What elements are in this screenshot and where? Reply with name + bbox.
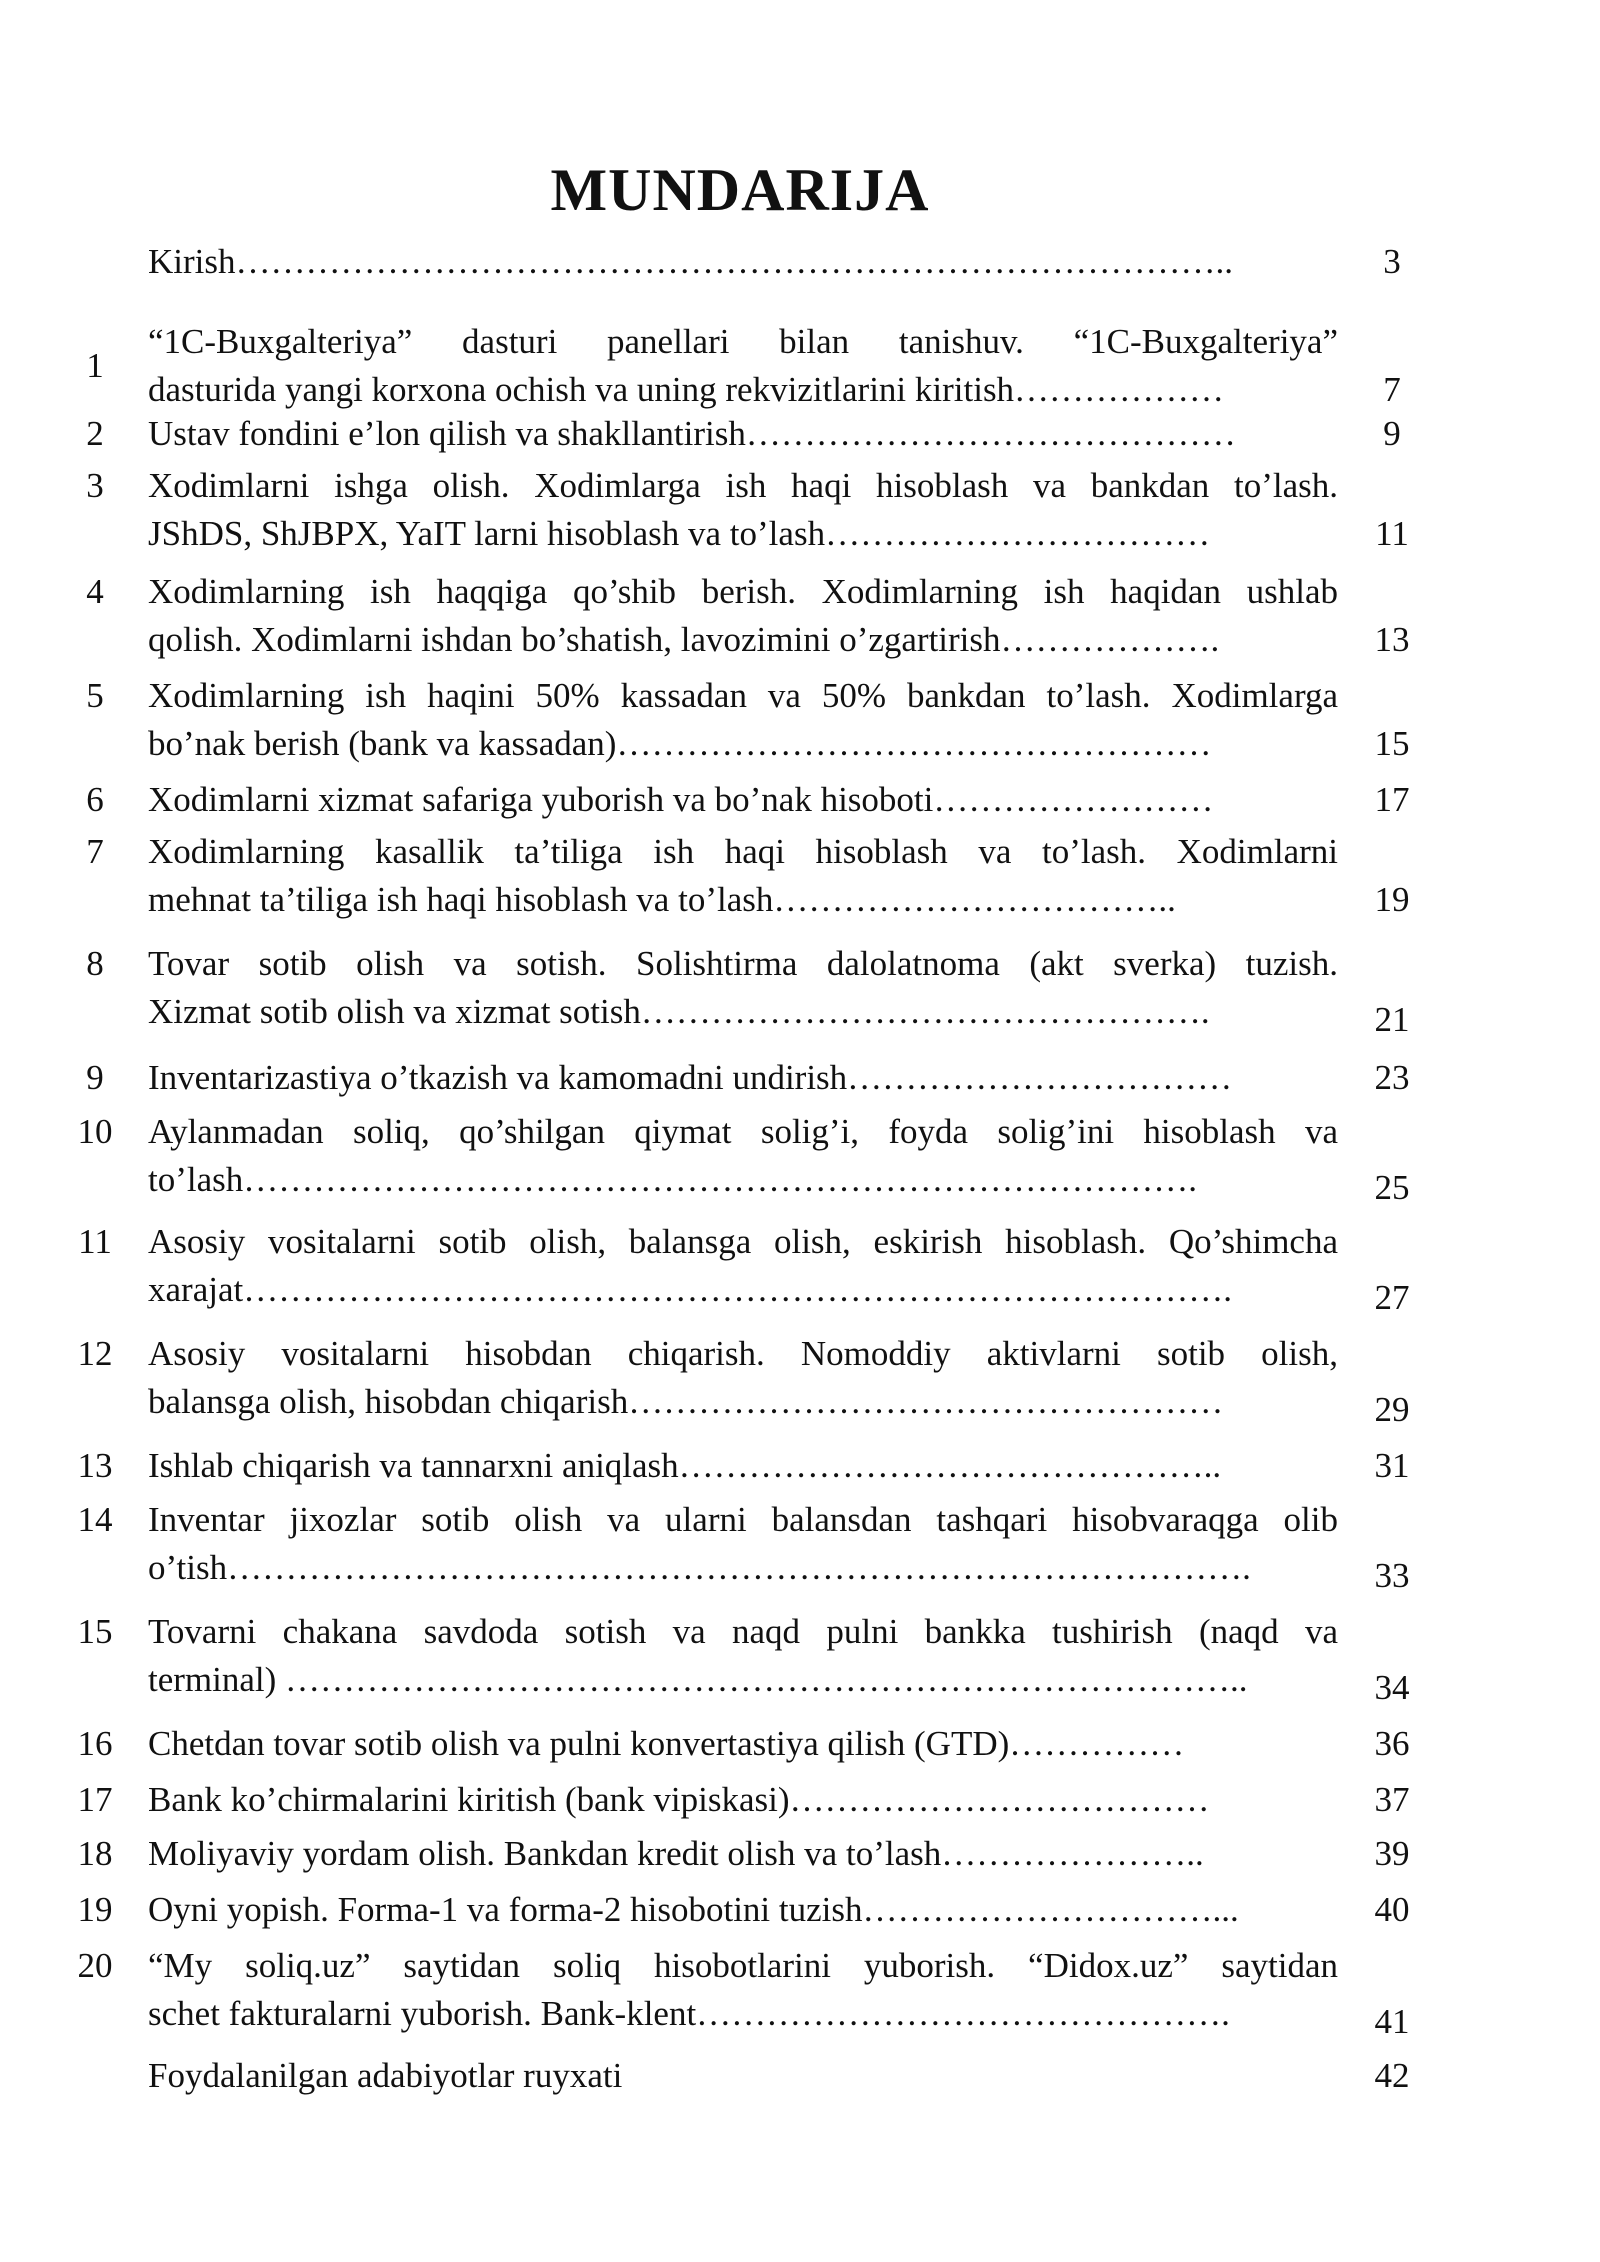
toc-entry-title-line: mehnat ta’tiliga ish haqi hisoblash va to’lash……………………………..	[148, 880, 1176, 919]
toc-entry-title	[148, 1330, 1338, 1426]
toc-entry-page-number: 21	[1374, 1000, 1410, 1039]
toc-entry-title-line: balansga olish, hisobdan chiqarish……………………………………………	[148, 1382, 1224, 1421]
toc-entry-title-line: “1C-Buxgalteriya” dasturi panellari bilan tanishuv. “1C-Buxgalteriya”	[148, 322, 1338, 361]
toc-entry-page-number: 19	[1374, 880, 1410, 919]
toc-entry-title-line: Chetdan tovar sotib olish va pulni konvertastiya qilish (GTD)……………	[148, 1724, 1185, 1763]
toc-entry-page-number: 25	[1374, 1168, 1410, 1207]
toc-entry-page-number: 39	[1374, 1834, 1410, 1873]
toc-entry-number: 18	[77, 1834, 113, 1873]
toc-entry-page-number: 17	[1374, 780, 1410, 819]
toc-entry-title-line: Asosiy vositalarni hisobdan chiqarish. Nomoddiy aktivlarni sotib olish,	[148, 1334, 1338, 1373]
toc-entry-number: 14	[77, 1500, 113, 1539]
toc-entry-number: 2	[86, 414, 104, 453]
toc-entry-page-number: 33	[1374, 1556, 1410, 1595]
toc-entry-title-line: qolish. Xodimlarni ishdan bo’shatish, lavozimini o’zgartirish……………….	[148, 620, 1220, 659]
toc-entry-title	[148, 1830, 1338, 1878]
toc-entry-number: 13	[77, 1446, 113, 1485]
toc-entry-title	[148, 238, 1338, 286]
toc-entry-page-number: 3	[1383, 242, 1401, 281]
toc-entry-title-line: “My soliq.uz” saytidan soliq hisobotlarini yuborish. “Didox.uz” saytidan	[148, 1946, 1338, 1985]
toc-entry-title-line: o’tish…………………………………………………………………………….	[148, 1548, 1251, 1587]
toc-entry-number: 17	[77, 1780, 113, 1819]
toc-entry-number: 6	[86, 780, 104, 819]
toc-entry-title-line: dasturida yangi korxona ochish va uning rekvizitlarini kiritish………………	[148, 370, 1225, 409]
toc-entry-title-line: xarajat………………………………………………………………………….	[148, 1270, 1232, 1309]
toc-entry-title-line: Kirish…………………………………………………………………………..	[148, 242, 1233, 281]
toc-entry-page-number: 11	[1375, 514, 1409, 553]
toc-entry-title-line: bo’nak berish (bank va kassadan)……………………………………………	[148, 724, 1212, 763]
toc-entry-title	[148, 776, 1338, 824]
page-title: MUNDARIJA	[550, 157, 930, 223]
toc-entry-title	[148, 828, 1338, 924]
toc-entry-number: 11	[78, 1222, 112, 1261]
toc-entry-title	[148, 2052, 1338, 2100]
toc-entry-number: 7	[86, 832, 104, 871]
toc-entry-page-number: 40	[1374, 1890, 1410, 1929]
toc-entry-title	[148, 568, 1338, 664]
toc-entry-number: 9	[86, 1058, 104, 1097]
toc-entry-title	[148, 1608, 1338, 1704]
toc-entry-title	[148, 462, 1338, 558]
toc-entry-title	[148, 1776, 1338, 1824]
toc-entry-title-line: Xodimlarning ish haqqiga qo’shib berish. Xodimlarning ish haqidan ushlab	[148, 572, 1338, 611]
toc-entry-page-number: 9	[1383, 414, 1401, 453]
toc-entry-title-line: Moliyaviy yordam olish. Bankdan kredit olish va to’lash…………………..	[148, 1834, 1204, 1873]
toc-entry-number: 20	[77, 1946, 113, 1985]
toc-entry-title	[148, 672, 1338, 768]
toc-entry-title-line: schet fakturalarni yuborish. Bank-klent……………………………………….	[148, 1994, 1230, 2033]
toc-entry-page-number: 29	[1374, 1390, 1410, 1429]
toc-entry-page-number: 41	[1374, 2002, 1410, 2041]
toc-entry-title	[148, 1720, 1338, 1768]
toc-entry-number: 1	[86, 346, 104, 385]
toc-entry-title-line: Aylanmadan soliq, qo’shilgan qiymat solig’i, foyda solig’ini hisoblash va	[148, 1112, 1338, 1151]
toc-entry-number: 19	[77, 1890, 113, 1929]
toc-entry-title-line: Oyni yopish. Forma-1 va forma-2 hisobotini tuzish…………………………...	[148, 1890, 1239, 1929]
toc-entry-page-number: 37	[1374, 1780, 1410, 1819]
toc-entry-title-line: Asosiy vositalarni sotib olish, balansga olish, eskirish hisoblash. Qo’shimcha	[148, 1222, 1338, 1261]
toc-entry-title-line: Foydalanilgan adabiyotlar ruyxati	[148, 2056, 623, 2095]
toc-entry-title-line: to’lash……………………………………………………………………….	[148, 1160, 1198, 1199]
toc-entry-number: 15	[77, 1612, 113, 1651]
toc-entry-title-line: Xizmat sotib olish va xizmat sotish………………………………………….	[148, 992, 1210, 1031]
toc-entry-number: 12	[77, 1334, 113, 1373]
toc-entry-page-number: 27	[1374, 1278, 1410, 1317]
toc-entry-page-number: 36	[1374, 1724, 1410, 1763]
toc-entry-title	[148, 1218, 1338, 1314]
toc-entry-page-number: 31	[1374, 1446, 1410, 1485]
toc-entry-page-number: 13	[1374, 620, 1410, 659]
toc-entry-title-line: Xodimlarni xizmat safariga yuborish va bo’nak hisoboti……………………	[148, 780, 1214, 819]
toc-entry-title	[148, 318, 1338, 414]
toc-entry-title-line: Bank ko’chirmalarini kiritish (bank vipiskasi)………………………………	[148, 1780, 1210, 1819]
toc-entry-title-line: Xodimlarning kasallik ta’tiliga ish haqi hisoblash va to’lash. Xodimlarni	[148, 832, 1338, 871]
toc-entry-title-line: Xodimlarning ish haqini 50% kassadan va 50% bankdan to’lash. Xodimlarga	[148, 676, 1338, 715]
toc-entry-number: 10	[77, 1112, 113, 1151]
toc-entry-title-line: Ustav fondini e’lon qilish va shakllantirish……………………………………	[148, 414, 1236, 453]
toc-entry-page-number: 15	[1374, 724, 1410, 763]
toc-entry-title-line: Inventarizastiya o’tkazish va kamomadni undirish……………………………	[148, 1058, 1233, 1097]
toc-entry-number: 5	[86, 676, 104, 715]
toc-entry-title	[148, 410, 1338, 458]
toc-entry-title	[148, 1942, 1338, 2038]
toc-entry-title	[148, 940, 1338, 1036]
toc-entry-number: 8	[86, 944, 104, 983]
toc-entry-number: 16	[77, 1724, 113, 1763]
toc-entry-page-number: 34	[1374, 1668, 1410, 1707]
toc-entry-title	[148, 1886, 1338, 1934]
toc-entry-title-line: Tovarni chakana savdoda sotish va naqd pulni bankka tushirish (naqd va	[148, 1612, 1338, 1651]
toc-entry-title	[148, 1054, 1338, 1102]
toc-entry-title	[148, 1442, 1338, 1490]
toc-entry-number: 3	[86, 466, 104, 505]
toc-entry-title	[148, 1496, 1338, 1592]
toc-entry-title	[148, 1108, 1338, 1204]
toc-entry-number: 4	[86, 572, 104, 611]
toc-entry-title-line: Tovar sotib olish va sotish. Solishtirma dalolatnoma (akt sverka) tuzish.	[148, 944, 1338, 983]
toc-entry-title-line: Xodimlarni ishga olish. Xodimlarga ish haqi hisoblash va bankdan to’lash.	[148, 466, 1338, 505]
toc-entry-title-line: Ishlab chiqarish va tannarxni aniqlash………………………………………..	[148, 1446, 1222, 1485]
toc-entry-title-line: Inventar jixozlar sotib olish va ularni balansdan tashqari hisobvaraqga olib	[148, 1500, 1338, 1539]
toc-entry-page-number: 7	[1383, 370, 1401, 409]
toc-entry-title-line: terminal) ………………………………………………………………………..	[148, 1660, 1248, 1699]
toc-entry-page-number: 42	[1374, 2056, 1410, 2095]
toc-entry-title-line: JShDS, ShJBPX, YaIT larni hisoblash va to’lash……………………………	[148, 514, 1211, 553]
toc-entry-page-number: 23	[1374, 1058, 1410, 1097]
